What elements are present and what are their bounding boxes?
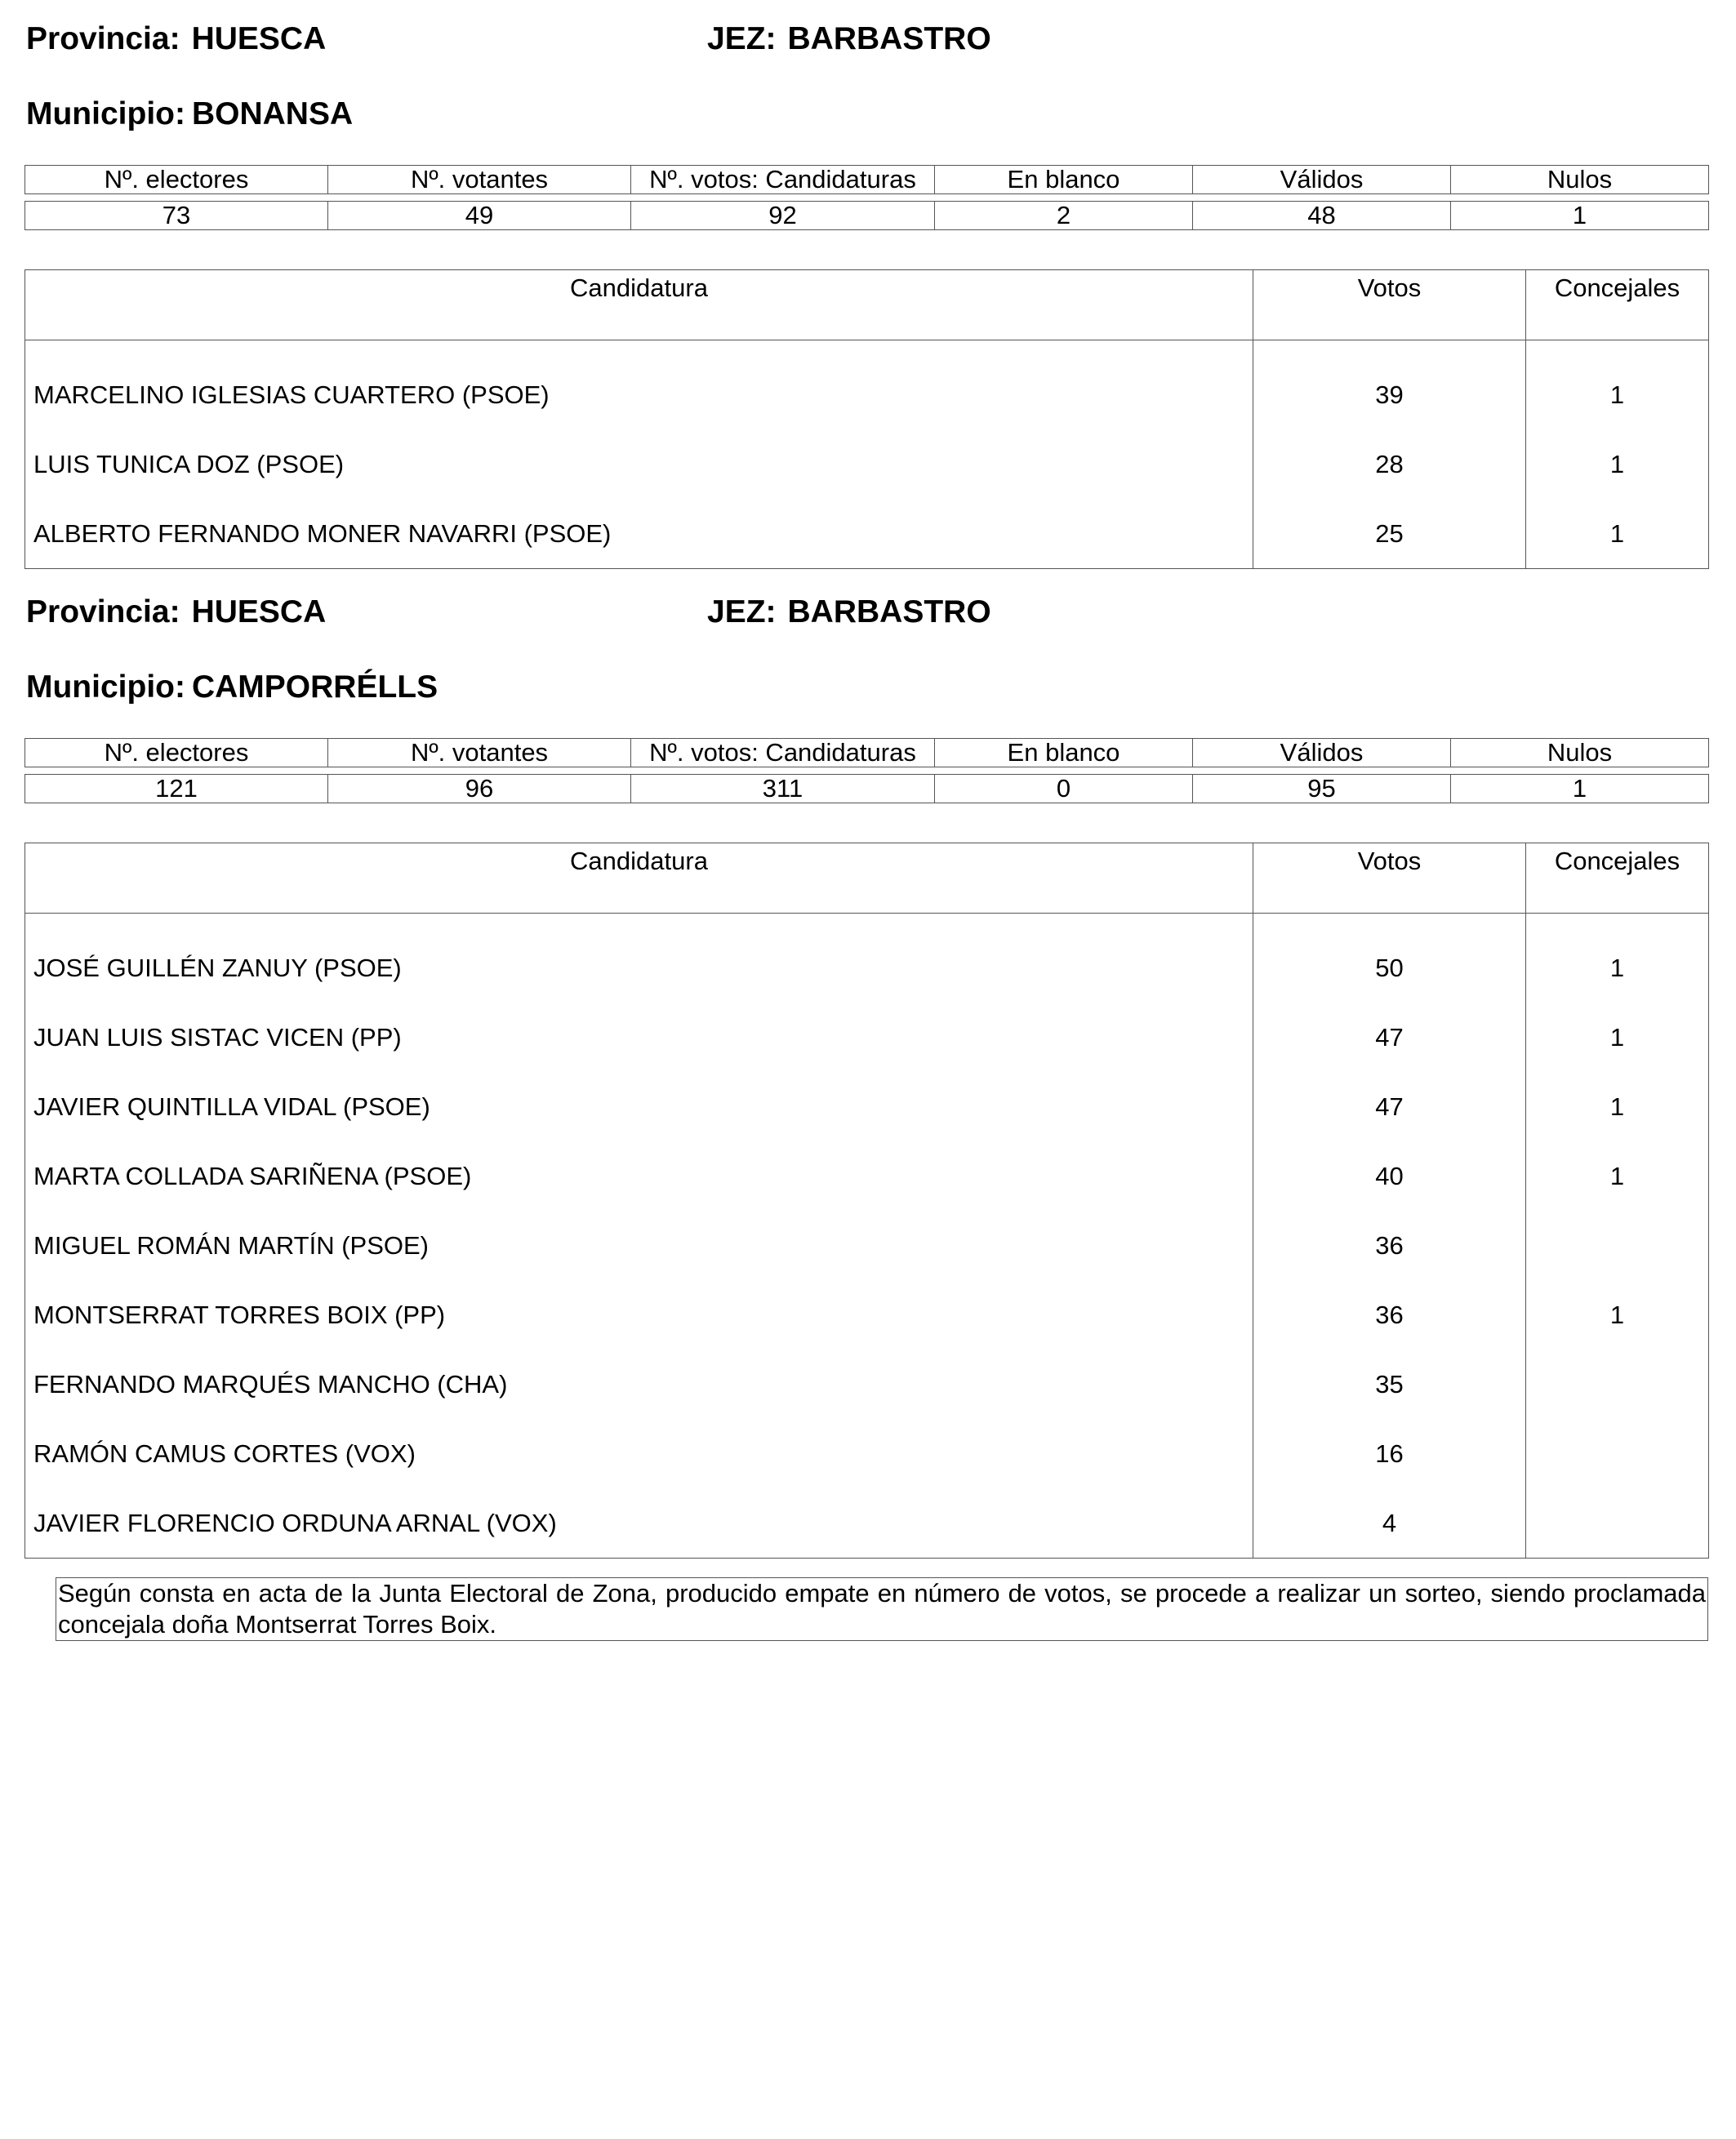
candidate-name: JAVIER FLORENCIO ORDUNA ARNAL (VOX): [25, 1488, 1253, 1559]
table-row: [25, 1350, 1709, 1419]
candidate-concejales: 1: [1526, 1141, 1709, 1211]
candidate-name: MIGUEL ROMÁN MARTÍN (PSOE): [25, 1211, 1253, 1280]
municipio-line: Municipio: BONANSA: [26, 96, 354, 131]
stats-value: 1: [1451, 775, 1709, 803]
candidatura-header: Candidatura: [25, 843, 1253, 914]
candidates-header-row: [25, 843, 1709, 914]
stats-value: 49: [328, 202, 631, 230]
stats-value: 1: [1451, 202, 1709, 230]
candidate-concejales: [1526, 1211, 1709, 1280]
candidate-concejales: [1526, 1419, 1709, 1488]
candidate-votos: 50: [1253, 914, 1526, 1003]
jez-line: JEZ: BARBASTRO: [707, 21, 991, 56]
stats-header: Nulos: [1451, 739, 1709, 767]
stats-header: Nº. votos: Candidaturas: [631, 739, 935, 767]
stats-header: Nº. votantes: [328, 166, 631, 194]
votos-header: Votos: [1253, 843, 1526, 914]
candidatura-header: Candidatura: [25, 270, 1253, 340]
concejales-header: Concejales: [1526, 270, 1709, 340]
municipio-value: BONANSA: [191, 96, 354, 131]
stats-header-row: [25, 739, 1709, 767]
candidate-votos: 47: [1253, 1003, 1526, 1072]
candidate-name: MONTSERRAT TORRES BOIX (PP): [25, 1280, 1253, 1350]
table-row: [25, 1280, 1709, 1350]
stats-header: Nº. electores: [25, 739, 328, 767]
table-row: [25, 499, 1709, 569]
candidate-votos: 36: [1253, 1280, 1526, 1350]
candidate-votos: 36: [1253, 1211, 1526, 1280]
candidates-header-row: [25, 270, 1709, 340]
table-row: [25, 1141, 1709, 1211]
candidate-votos: 16: [1253, 1419, 1526, 1488]
table-row: [25, 1488, 1709, 1559]
stats-value: 311: [631, 775, 935, 803]
stats-header: En blanco: [935, 739, 1193, 767]
stats-header: Nº. electores: [25, 166, 328, 194]
candidate-name: LUIS TUNICA DOZ (PSOE): [25, 429, 1253, 499]
candidate-votos: 4: [1253, 1488, 1526, 1559]
stats-value: 48: [1193, 202, 1451, 230]
candidate-name: FERNANDO MARQUÉS MANCHO (CHA): [25, 1350, 1253, 1419]
candidate-name: ALBERTO FERNANDO MONER NAVARRI (PSOE): [25, 499, 1253, 569]
jez-value: BARBASTRO: [787, 21, 991, 56]
votos-header: Votos: [1253, 270, 1526, 340]
jez-value: BARBASTRO: [787, 594, 991, 629]
stats-header: Nº. votantes: [328, 739, 631, 767]
provincia-value: HUESCA: [191, 21, 327, 56]
candidate-concejales: [1526, 1488, 1709, 1559]
stats-header: Nulos: [1451, 166, 1709, 194]
table-row: [25, 914, 1709, 1003]
candidate-name: MARCELINO IGLESIAS CUARTERO (PSOE): [25, 340, 1253, 430]
stats-header: Nº. votos: Candidaturas: [631, 166, 935, 194]
candidate-votos: 25: [1253, 499, 1526, 569]
candidate-votos: 40: [1253, 1141, 1526, 1211]
table-row: [25, 1211, 1709, 1280]
municipio-line: Municipio: CAMPORRÉLLS: [26, 669, 438, 705]
table-row: [25, 340, 1709, 430]
candidate-name: MARTA COLLADA SARIÑENA (PSOE): [25, 1141, 1253, 1211]
candidates-table: [24, 269, 1709, 569]
candidate-concejales: 1: [1526, 1280, 1709, 1350]
candidate-concejales: 1: [1526, 429, 1709, 499]
stats-value: 2: [935, 202, 1193, 230]
candidate-name: JAVIER QUINTILLA VIDAL (PSOE): [25, 1072, 1253, 1141]
table-row: [25, 429, 1709, 499]
table-row: [25, 1003, 1709, 1072]
stats-header: En blanco: [935, 166, 1193, 194]
jez-line: JEZ: BARBASTRO: [707, 594, 991, 629]
municipio-value: CAMPORRÉLLS: [191, 669, 438, 705]
candidate-votos: 35: [1253, 1350, 1526, 1419]
section-header: [24, 0, 1708, 147]
provincia-value: HUESCA: [191, 594, 327, 629]
candidate-concejales: 1: [1526, 1003, 1709, 1072]
stats-value-row: [25, 202, 1709, 230]
section-bonansa: [24, 0, 1708, 569]
section-camporrells: [24, 573, 1708, 1559]
candidate-votos: 28: [1253, 429, 1526, 499]
stats-header: Válidos: [1193, 166, 1451, 194]
stats-value-row: [25, 775, 1709, 803]
provincia-line: Provincia: HUESCA: [26, 21, 327, 56]
candidate-concejales: 1: [1526, 499, 1709, 569]
stats-value: 92: [631, 202, 935, 230]
stats-value: 121: [25, 775, 328, 803]
table-row: [25, 1419, 1709, 1488]
table-row: [25, 1072, 1709, 1141]
stats-value: 73: [25, 202, 328, 230]
stats-header-row: [25, 166, 1709, 194]
candidate-votos: 39: [1253, 340, 1526, 430]
stats-value: 95: [1193, 775, 1451, 803]
candidate-concejales: 1: [1526, 914, 1709, 1003]
candidate-name: JUAN LUIS SISTAC VICEN (PP): [25, 1003, 1253, 1072]
concejales-header: Concejales: [1526, 843, 1709, 914]
section-header: [24, 573, 1708, 720]
stats-table: [24, 738, 1709, 803]
candidate-concejales: 1: [1526, 1072, 1709, 1141]
candidate-concejales: 1: [1526, 340, 1709, 430]
candidate-votos: 47: [1253, 1072, 1526, 1141]
tie-break-note: Según consta en acta de la Junta Electoral de Zona, producido empate en número de votos, se procede a realizar un sorteo, siendo proclamada concejala doña Montserrat Torres Boix.: [56, 1577, 1708, 1641]
candidate-concejales: [1526, 1350, 1709, 1419]
candidate-name: RAMÓN CAMUS CORTES (VOX): [25, 1419, 1253, 1488]
stats-table: [24, 165, 1709, 230]
candidates-table: [24, 843, 1709, 1559]
stats-value: 96: [328, 775, 631, 803]
provincia-line: Provincia: HUESCA: [26, 594, 327, 629]
stats-header: Válidos: [1193, 739, 1451, 767]
stats-value: 0: [935, 775, 1193, 803]
candidate-name: JOSÉ GUILLÉN ZANUY (PSOE): [25, 914, 1253, 1003]
